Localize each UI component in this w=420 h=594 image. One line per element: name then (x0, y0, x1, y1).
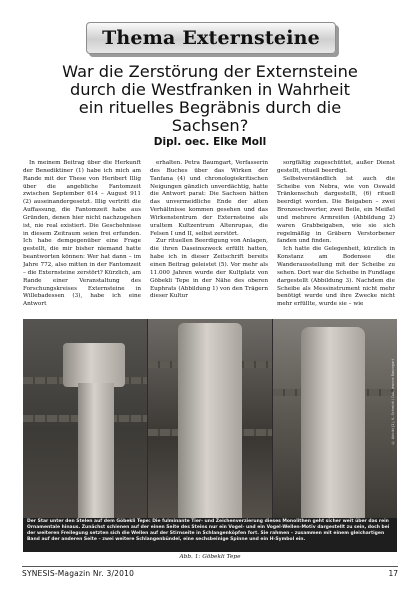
photo-stele-right (273, 319, 397, 518)
text-column-1 (23, 160, 141, 320)
article-author: Dipl. oec. Elke Moll (153, 136, 267, 148)
section-banner (86, 22, 336, 54)
paragraph: Selbstverständlich ist auch die Scheibe von Nebra, wie von Oswald Tränkenschuh dargestellt, (6) rituell beerdigt worden. Die Beigaben – zwei Bronzeschwerter, zwei Beile, ein Meißel und mehrere Armreifen (Abbildung 2) waren Grabbeigaben, wie sie sich regelmäßig in Gräbern Verstorbener fanden und finden. (277, 175, 395, 245)
stele-carved-pillar (178, 323, 242, 518)
photo-credit: © Abbild (1), K. Schmidt / DAI, Jeanne Baumgart (391, 359, 395, 445)
stele-top-stone (63, 343, 125, 387)
figure-caption: Der Star unter den Stelen auf dem Göbekli Tepe: Die fulminante Tier- und Zeichenverzierung dieses Monolithen geht sicher weit über das rein Ornamentale hinaus. Zunächst schienen auf der einen Seite des Steins nur ein Vogel- und ein Vogel-Wellen-Motiv dargestellt zu sein, doch bei der weiteren Freilegung setzten sich die Wellen auf der Stirnseite in Schlangenköpfen fort. Sie rahmen – zusammen mit einem gleichartigen Band auf der anderen Seite – zwei weitere Schlangenbündel, eine sechsbeinige Spinne und ein H-Symbol ein. (23, 518, 397, 552)
paragraph: sorgfältig zugeschüttet, außer Dienst gestellt, rituell beerdigt. (277, 160, 395, 174)
article-title (22, 63, 398, 135)
footer-divider (22, 566, 398, 567)
article-title-line: Sachsen? (171, 116, 249, 135)
footer-page-number: 17 (388, 569, 398, 578)
paragraph: erhalten. Petra Baumgart, Verfasserin des Buches über das Wirken der Tanfana (4) und chronologiekritischen Neigungen gänzlich unverdächtig, hatte die Antwort parat: Die Sachsen hätten das unvermeidliche Ende der alten Verhältnisse kommen gesehen und das Wirkenstentrum der Externsteine als uraltem Kultzentrum Altenrupas, die Felsen I und II, selbst zerstört. (150, 160, 268, 237)
text-column-3 (277, 160, 395, 320)
article-title-line: War die Zerstörung der Externsteine (62, 62, 358, 81)
photo-stele-center (148, 319, 272, 518)
photo-stele-left (23, 319, 147, 518)
article-title-line: durch die Westfranken in Wahrheit (70, 80, 350, 99)
stele-shaft (78, 383, 114, 518)
figure-photo-strip (23, 319, 397, 518)
paragraph: In meinem Beitrag über die Herkunft der Benediktiner (1) habe ich mich am Rande mit der These von Heribert Illig über die angebliche Fantomzeit zwischen September 614 – August 911 (2) auseinandergesetzt. Illig vertritt die Auffassung, die Fantomzeit habe aus Gründen, denen hier nicht nachzugehen ist, nie real existiert. Die Geschehnisse in diesem Zeitraum seien frei erfunden. Ich habe demgegenüber eine Frage gestellt, die mir bisher niemand hatte beantworten können: Wer hat dann – im Jahre 772, also mitten in der Fantomzeit – die Externsteine zerstört? Kürzlich, am Rande einer Veranstaltung des Forschungskreises Externsteine in Willebadessen (3), habe ich eine Antwort (23, 160, 141, 308)
paragraph: Ich hatte die Gelegenheit, kürzlich in Konstanz am Bodensee die Wanderausstellung mit der Scheibe zu sehen. Dort war die Scheibe in Fundlage dargestellt (Abbildung 3). Nachdem die Scheibe als Messinstrument nicht mehr benötigt wurde und ihre Zwecke nicht mehr erfüllte, wurde sie – wie (277, 246, 395, 308)
paragraph: Zur rituellen Beerdigung von Anlagen, die ihren Daseinszweck erfüllt hatten, habe ich in dieser Zeitschrift bereits einen Beitrag geleistet (5). Vor mehr als 11.000 Jahren wurde der Kultplatz von Göbekli Tepe in der Nähe des oberen Euphrats (Abbildung 1) von den Trägern dieser Kultur (150, 238, 268, 300)
stele-relief-pillar (301, 327, 365, 518)
article-title-line: ein rituelles Begräbnis durch die (78, 98, 342, 117)
section-banner-text: Thema Externsteine (102, 27, 320, 49)
footer-magazine-name: SYNESIS-Magazin Nr. 3/2010 (22, 569, 135, 578)
figure-label: Abb. 1: Göbekli Tepe (179, 554, 241, 560)
text-column-2 (150, 160, 268, 320)
